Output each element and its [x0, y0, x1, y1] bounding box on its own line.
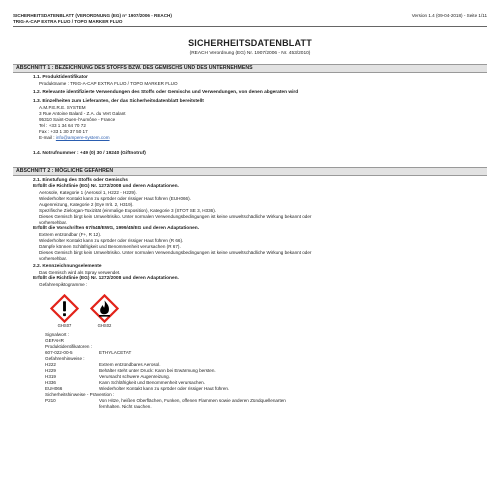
dsd-line: vorhersehbar.: [39, 256, 68, 261]
clp-line: vorhersehbar.: [39, 220, 68, 225]
pictogram-ghs07: [50, 294, 79, 328]
clp-line: Dieses Gemisch birgt kein Umweltrisiko. Unter normalen Verwendungsbedingungen ist keine umweltschädliche Wirkung bekannt oder: [39, 214, 312, 219]
section-1-2-title: 1.2. Relevante identifizierte Verwendungen des Stoffs oder Gemischs und Verwendungen, von denen abgeraten wird: [33, 90, 299, 95]
supplier-city: 95310 Saint-Ouen-l'Aumône - France: [39, 117, 116, 122]
clp-labelling-title: Erfüllt die Richtlinie (EG) Nr. 1272/2008 und deren Adaptationen.: [33, 276, 179, 281]
clp-line: Spezifische Zielorgan-Toxizität (einmalige Exposition), Kategorie 3 (STOT SE 3, H336).: [39, 208, 217, 213]
section-2-1-title: 2.1. Einstufung des Stoffs oder Gemischs: [33, 178, 128, 183]
spray-usage-note: Das Gemisch wird als Spray verwendet.: [39, 270, 121, 275]
section-2-heading: ABSCHNITT 2 : MÖGLICHE GEFAHREN: [13, 167, 487, 176]
hazard-text: Verursacht schwere Augenreizung.: [99, 374, 170, 379]
hazard-code: H222: [45, 362, 56, 367]
hazard-statements-label: Gefahrenhinweise :: [45, 356, 85, 361]
hazard-code: H336: [45, 380, 56, 385]
signal-word: GEFAHR: [45, 338, 64, 343]
header-version: Version 1.4 (09-04-2018) - Seite 1/11: [411, 13, 487, 18]
hazard-code: EUH066: [45, 386, 63, 391]
pictogram-code: GHS07: [57, 323, 72, 328]
dsd-line: Wiederholter Kontakt kann zu spröder oder rissiger Haut führen (R 66).: [39, 238, 184, 243]
hazard-code: H229: [45, 368, 56, 373]
pictogram-code: GHS02: [97, 323, 112, 328]
emergency-number: 1.4. Notrufnummer : +49 (0) 30 / 19240 (Giftnotruf): [33, 151, 146, 156]
exclamation-mark-pictogram-icon: [50, 294, 79, 323]
hazard-text: Kann Schläfrigkeit und Benommenheit verursachen.: [99, 380, 205, 385]
pictograms-label: Gefahrenpiktogramme :: [39, 282, 88, 287]
signal-word-label: Signalwort :: [45, 332, 70, 337]
product-id-name: ETHYLACETAT: [99, 350, 132, 355]
clp-line: Aerosole, Kategorie 1 (Aerosol 1, H222 - H229).: [39, 190, 137, 195]
section-1-heading: ABSCHNITT 1 : BEZEICHNUNG DES STOFFS BZW. DES GEMISCHS UND DES UNTERNEHMENS: [13, 64, 487, 73]
product-name: Produktname : TRIG-A-CAP EXTRA FLUO / TOPO MARKER FLUO: [39, 81, 178, 86]
precaution-row-continued: [13, 404, 487, 410]
clp-line: Augenreizung, Kategorie 2 (Eye Irrit. 2, H319).: [39, 202, 134, 207]
page-title: SICHERHEITSDATENBLATT: [188, 38, 312, 48]
dsd-regulation-title: Erfüllt die Vorschriften 67/548/EWG, 1999/45/EG und deren Adaptationen.: [33, 226, 200, 231]
dsd-line: Dieses Gemisch birgt kein Umweltrisiko. Unter normalen Verwendungsbedingungen ist keine umweltschädliche Wirkung bekannt oder: [39, 250, 312, 255]
email-label: E-mail :: [39, 135, 56, 140]
supplier-address: 3 Rue Antoine Balard - Z.A. du Vert Galant: [39, 111, 126, 116]
hazard-text: Behälter steht unter Druck: Kann bei Erwärmung bersten.: [99, 368, 216, 373]
supplier-fax: Fax : +33 1 30 37 50 17: [39, 129, 88, 134]
supplier-tel: Tel : +33 1 34 64 70 72: [39, 123, 86, 128]
hazard-code: H319: [45, 374, 56, 379]
pictogram-row: [13, 294, 487, 328]
precaution-spacer: [45, 404, 99, 410]
page-subtitle: (REACH Verordnung (EG) Nr. 1907/2006 - Nr. 453/2010): [189, 51, 311, 56]
product-id-number: 607-022-00-5: [45, 350, 73, 355]
precaution-code: P210: [45, 398, 56, 403]
dsd-line: Extrem entzündbar (F+, R 12).: [39, 232, 102, 237]
precaution-text: Von Hitze, heißen Oberflächen, Funken, offenen Flammen sowie anderen Zündquellenarten: [99, 398, 286, 403]
hazard-text: Extrem entzündbares Aerosol.: [99, 362, 161, 367]
pictogram-ghs02: [90, 294, 119, 328]
clp-line: Wiederholter Kontakt kann zu spröder oder rissiger Haut führen (EUH066).: [39, 196, 191, 201]
supplier-company: A.M.P.E.R.E. SYSTEM: [39, 105, 86, 110]
section-1-1-title: 1.1. Produktidentifikator: [33, 75, 88, 80]
precaution-text: fernhalten. Nicht rauchen.: [99, 404, 152, 409]
document-header: [13, 13, 487, 27]
hazard-text: Wiederholter Kontakt kann zu spröder oder rissiger Haut führen.: [99, 386, 230, 391]
email-link[interactable]: info@ampere-system.com: [55, 135, 110, 140]
clp-regulation-title: Erfüllt die Richtlinie (EG) Nr. 1272/2008 und deren Adaptationen.: [33, 184, 179, 189]
section-2-2-title: 2.2. Kennzeichnungselemente: [33, 264, 102, 269]
flame-pictogram-icon: [90, 294, 119, 323]
dsd-line: Dämpfe können Schläfrigkeit und Benommenheit verursachen (R 67).: [39, 244, 181, 249]
product-identifiers-label: Produktidentifikatoren :: [45, 344, 92, 349]
header-product-name: TRIG-A-CAP EXTRA FLUO / TOPO MARKER FLUO: [13, 19, 123, 24]
section-1-3-title: 1.3. Einzelheiten zum Lieferanten, der das Sicherheitsdatenblatt bereitstellt: [33, 99, 204, 104]
header-regulation: SICHERHEITSDATENBLATT (VERORDNUNG (EG) n° 1907/2006 - REACH): [13, 13, 172, 18]
precaution-label: Sicherheitshinweise - Prävention :: [45, 392, 115, 397]
sds-page: [13, 0, 487, 410]
